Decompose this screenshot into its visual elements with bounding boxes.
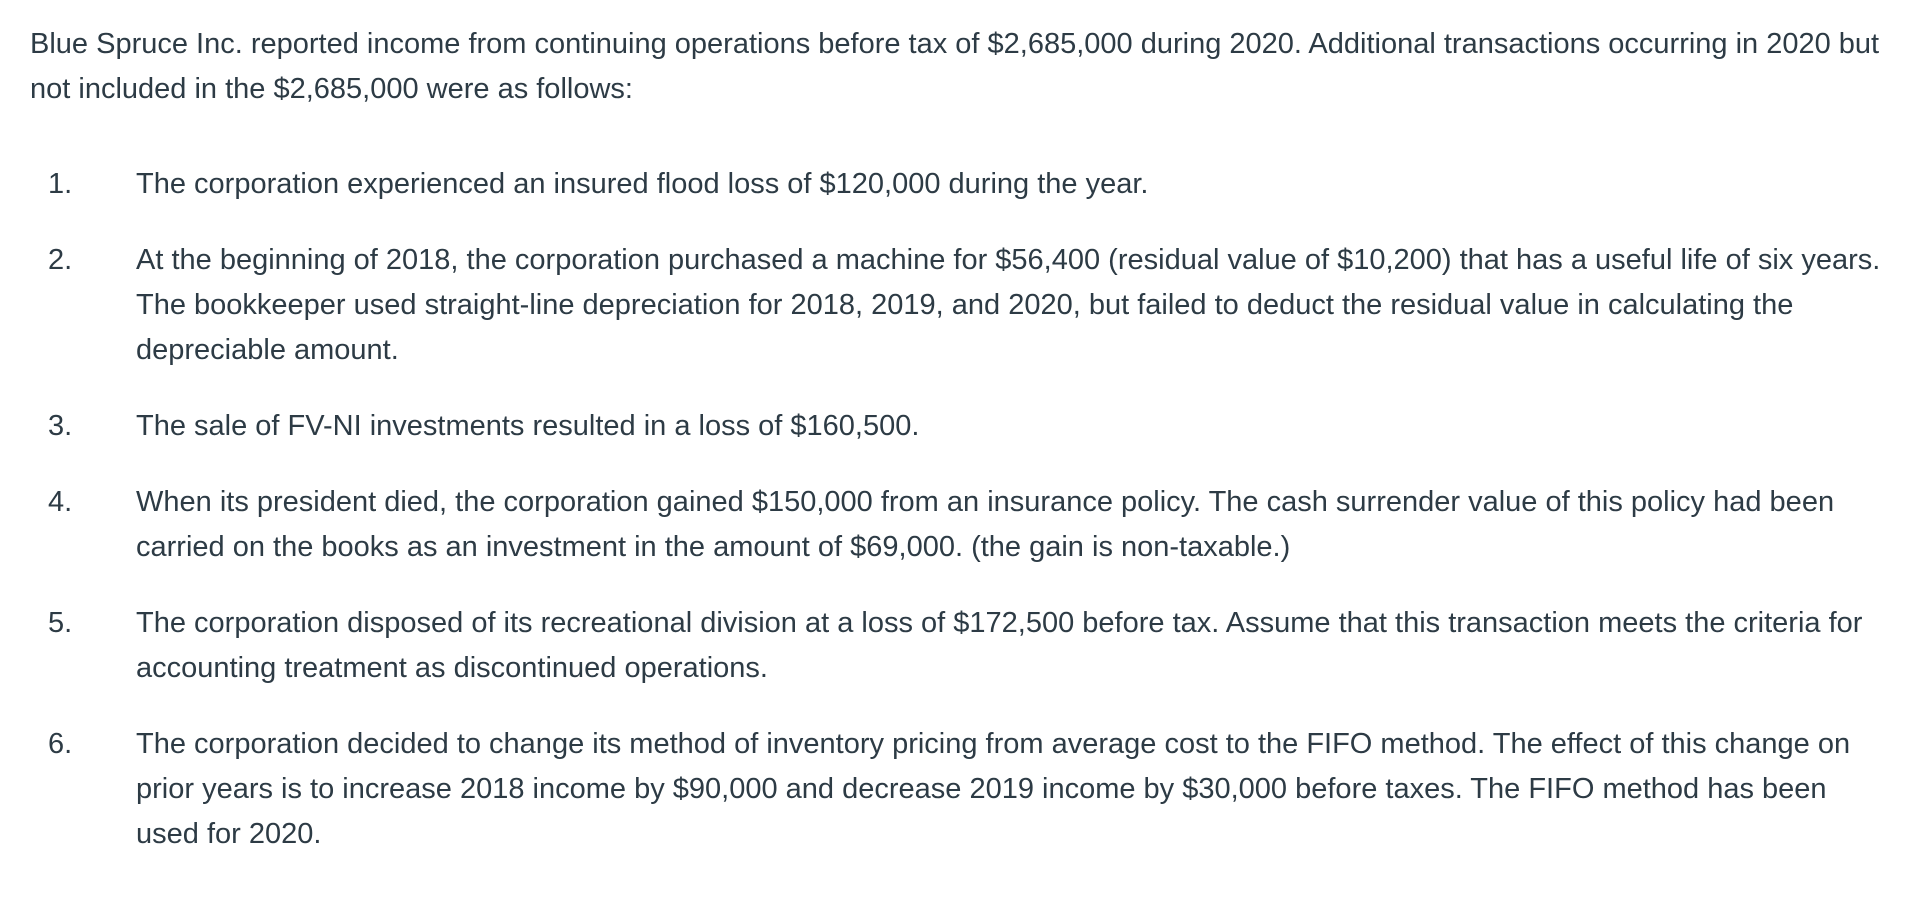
item-text: When its president died, the corporation gained $150,000 from an insurance policy. The cash surrender value of this policy had been carried on the books as an investment in the amount of $69,000. (the gain is non-taxable.) bbox=[136, 486, 1835, 563]
list-item bbox=[30, 601, 1892, 691]
list-item bbox=[30, 404, 1892, 449]
item-text: The sale of FV-NI investments resulted in a loss of $160,500. bbox=[136, 410, 920, 442]
item-text: The corporation disposed of its recreational division at a loss of $172,500 before tax. Assume that this transaction meets the criteria for accounting treatment as discontinued operations. bbox=[136, 607, 1863, 684]
list-item bbox=[30, 238, 1892, 373]
item-number: 4. bbox=[48, 486, 73, 518]
item-number: 6. bbox=[48, 728, 73, 760]
item-text: At the beginning of 2018, the corporation purchased a machine for $56,400 (residual value of $10,200) that has a useful life of six years. The bookkeeper used straight-line depreciation for 2018, 2019, and 2020, but failed to deduct the residual value in calculating the depreciable amount. bbox=[136, 244, 1881, 366]
intro-paragraph: Blue Spruce Inc. reported income from continuing operations before tax of $2,685,000 during 2020. Additional transactions occurring in 2020 but not included in the $2,685,000 were as follows: bbox=[30, 28, 1880, 105]
item-number: 2. bbox=[48, 244, 73, 276]
item-number: 5. bbox=[48, 607, 73, 639]
item-number: 1. bbox=[48, 168, 73, 200]
list-item bbox=[30, 480, 1892, 570]
list-item bbox=[30, 722, 1892, 857]
transaction-list bbox=[30, 162, 1892, 857]
problem-statement bbox=[30, 22, 1892, 888]
item-text: The corporation decided to change its method of inventory pricing from average cost to the FIFO method. The effect of this change on prior years is to increase 2018 income by $90,000 and decrease 2019 income by $30,000 before taxes. The FIFO method has been used for 2020. bbox=[136, 728, 1851, 850]
item-text: The corporation experienced an insured flood loss of $120,000 during the year. bbox=[136, 168, 1149, 200]
item-number: 3. bbox=[48, 410, 73, 442]
list-item bbox=[30, 162, 1892, 207]
